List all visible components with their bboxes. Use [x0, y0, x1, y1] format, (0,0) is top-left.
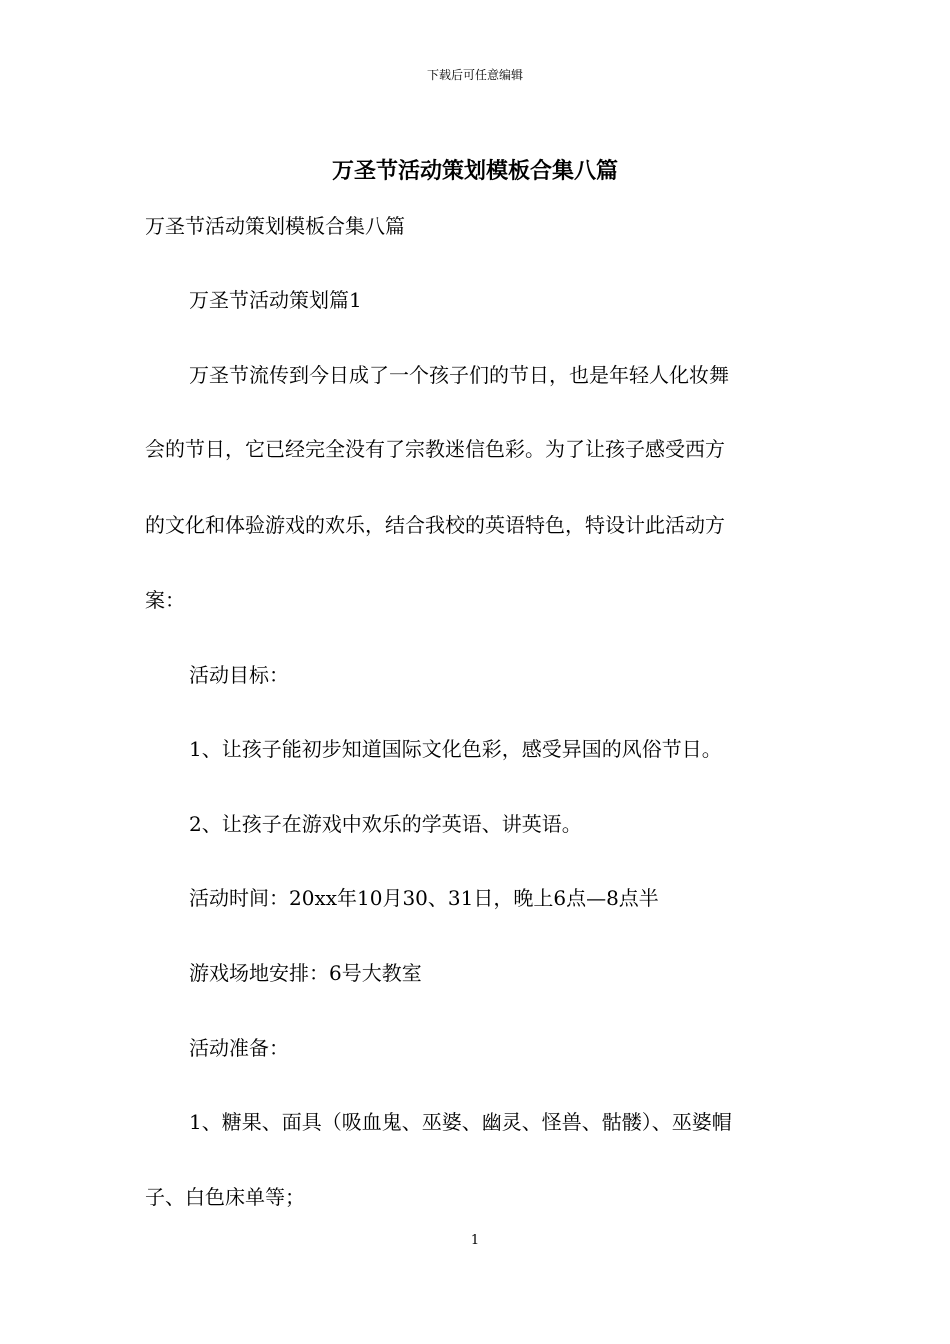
prep-heading: 活动准备：	[189, 1036, 289, 1060]
document-subtitle: 万圣节活动策划模板合集八篇	[145, 214, 405, 238]
intro-line-1: 万圣节流传到今日成了一个孩子们的节日，也是年轻人化妆舞	[189, 363, 729, 387]
activity-time: 活动时间：20xx年10月30、31日，晚上6点—8点半	[189, 886, 659, 910]
prep-item-1-line-2: 子、白色床单等；	[145, 1185, 305, 1209]
page-number: 1	[470, 1233, 480, 1248]
prep-item-1-line-1: 1、糖果、面具（吸血鬼、巫婆、幽灵、怪兽、骷髅）、巫婆帽	[189, 1110, 732, 1134]
goal-item-2: 2、让孩子在游戏中欢乐的学英语、讲英语。	[189, 812, 582, 836]
goal-item-1: 1、让孩子能初步知道国际文化色彩，感受异国的风俗节日。	[189, 737, 722, 761]
activity-venue: 游戏场地安排：6号大教室	[189, 961, 422, 985]
page-header-note: 下载后可任意编辑	[426, 68, 523, 82]
intro-line-4: 案：	[145, 588, 185, 612]
section-heading: 万圣节活动策划篇1	[189, 288, 362, 312]
goal-heading: 活动目标：	[189, 663, 289, 687]
intro-line-2: 会的节日，它已经完全没有了宗教迷信色彩。为了让孩子感受西方	[145, 437, 725, 461]
document-title: 万圣节活动策划模板合集八篇	[331, 158, 618, 184]
intro-line-3: 的文化和体验游戏的欢乐，结合我校的英语特色，特设计此活动方	[145, 513, 725, 537]
